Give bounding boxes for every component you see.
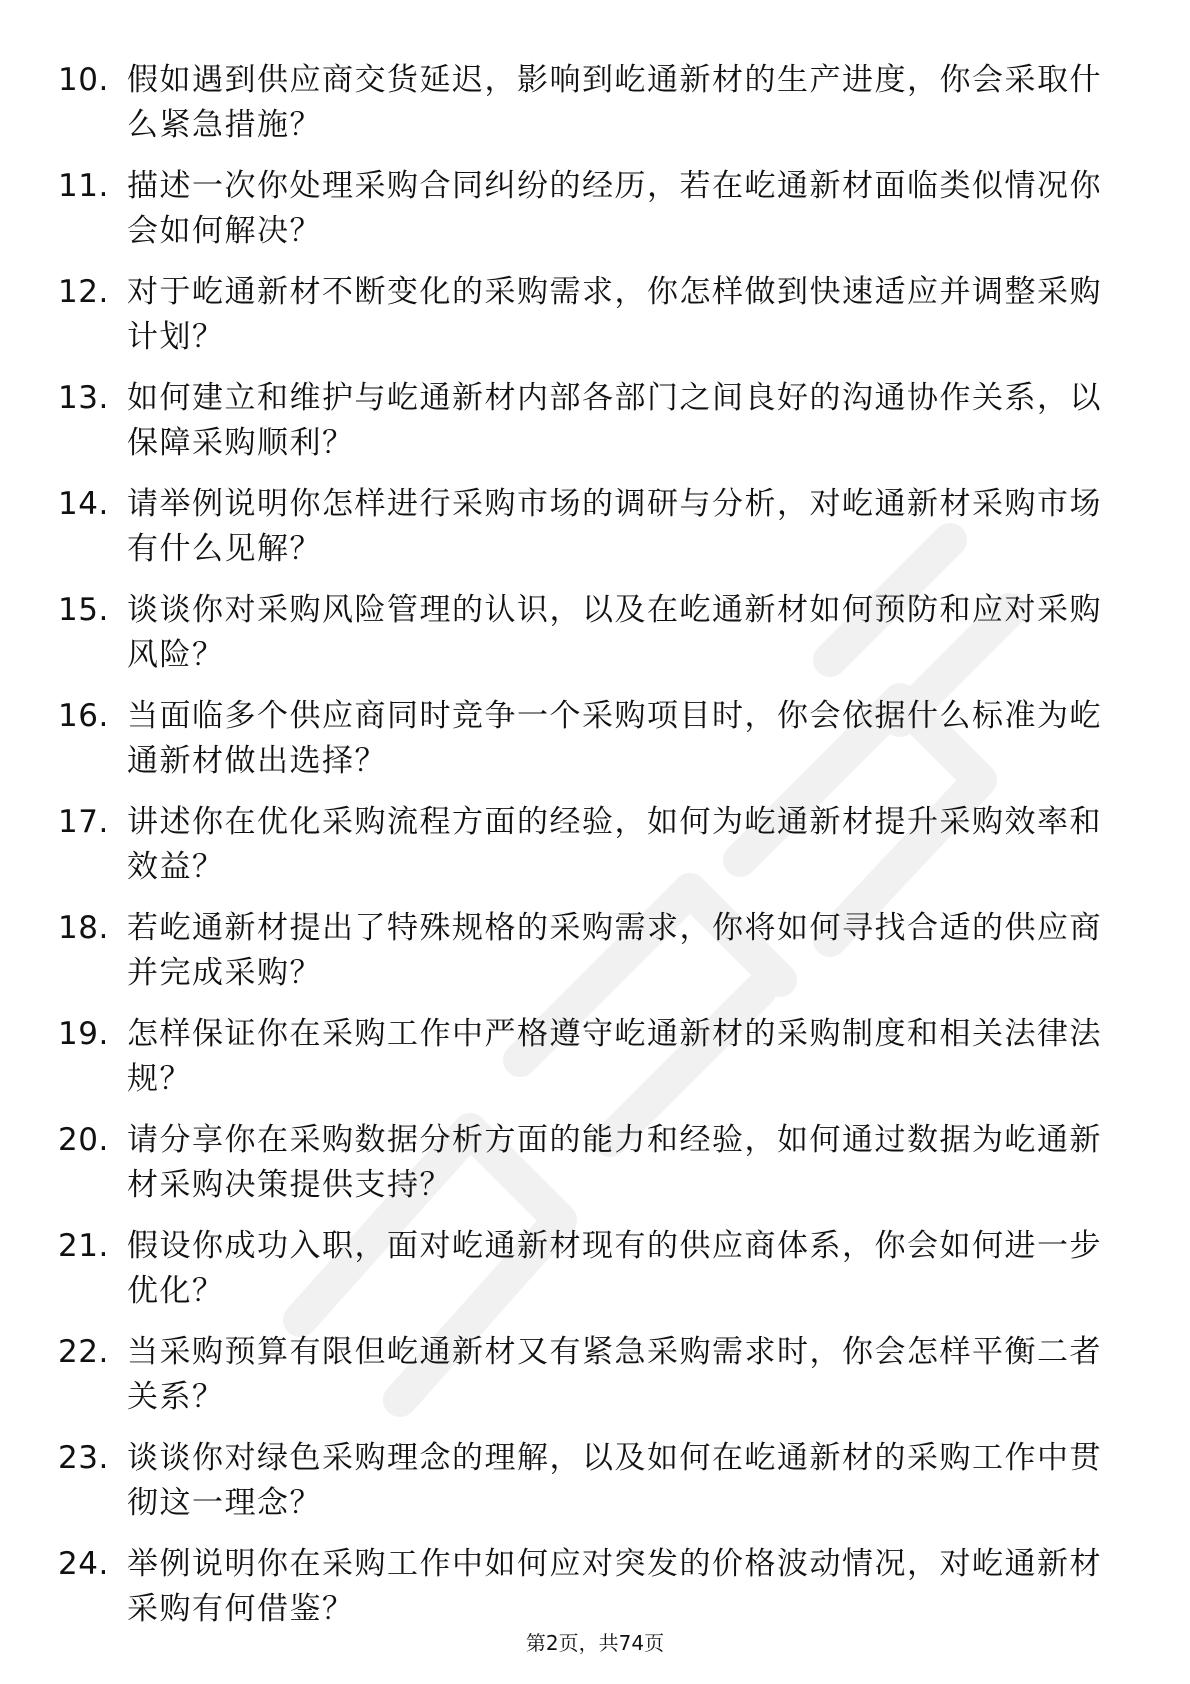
question-text: 讲述你在优化采购流程方面的经验，如何为屹通新材提升采购效率和效益？ xyxy=(127,804,1102,885)
list-item xyxy=(0,270,1190,376)
question-number: 12. xyxy=(58,274,109,310)
list-item xyxy=(0,58,1190,164)
question-number: 23. xyxy=(58,1440,109,1476)
question-number: 21. xyxy=(58,1228,109,1264)
question-text: 假设你成功入职，面对屹通新材现有的供应商体系，你会如何进一步优化？ xyxy=(127,1228,1102,1309)
question-number: 18. xyxy=(58,910,109,946)
question-number: 20. xyxy=(58,1122,109,1158)
page-footer: 第2页，共74页 xyxy=(525,1631,665,1655)
list-item xyxy=(0,164,1190,270)
question-text: 当面临多个供应商同时竞争一个采购项目时，你会依据什么标准为屹通新材做出选择？ xyxy=(127,698,1102,779)
question-text: 若屹通新材提出了特殊规格的采购需求，你将如何寻找合适的供应商并完成采购？ xyxy=(127,910,1102,991)
question-number: 14. xyxy=(58,486,109,522)
question-text: 当采购预算有限但屹通新材又有紧急采购需求时，你会怎样平衡二者关系？ xyxy=(127,1334,1102,1415)
question-number: 11. xyxy=(58,168,109,204)
list-item xyxy=(0,482,1190,588)
question-text: 假如遇到供应商交货延迟，影响到屹通新材的生产进度，你会采取什么紧急措施？ xyxy=(127,62,1102,143)
question-number: 17. xyxy=(58,804,109,840)
question-text: 举例说明你在采购工作中如何应对突发的价格波动情况，对屹通新材采购有何借鉴？ xyxy=(127,1546,1102,1627)
question-text: 对于屹通新材不断变化的采购需求，你怎样做到快速适应并调整采购计划？ xyxy=(127,274,1102,355)
question-text: 请分享你在采购数据分析方面的能力和经验，如何通过数据为屹通新材采购决策提供支持？ xyxy=(127,1122,1102,1203)
question-text: 如何建立和维护与屹通新材内部各部门之间良好的沟通协作关系，以保障采购顺利？ xyxy=(127,380,1102,461)
question-number: 16. xyxy=(58,698,109,734)
list-item xyxy=(0,800,1190,906)
list-item xyxy=(0,1118,1190,1224)
question-number: 10. xyxy=(58,62,109,98)
question-text: 请举例说明你怎样进行采购市场的调研与分析，对屹通新材采购市场有什么见解？ xyxy=(127,486,1102,567)
question-list xyxy=(0,58,1190,1648)
question-number: 22. xyxy=(58,1334,109,1370)
question-number: 19. xyxy=(58,1016,109,1052)
question-text: 描述一次你处理采购合同纠纷的经历，若在屹通新材面临类似情况你会如何解决？ xyxy=(127,168,1102,249)
list-item xyxy=(0,1330,1190,1436)
question-text: 谈谈你对采购风险管理的认识，以及在屹通新材如何预防和应对采购风险？ xyxy=(127,592,1102,673)
question-number: 13. xyxy=(58,380,109,416)
question-number: 15. xyxy=(58,592,109,628)
list-item xyxy=(0,376,1190,482)
list-item xyxy=(0,1012,1190,1118)
list-item xyxy=(0,694,1190,800)
question-number: 24. xyxy=(58,1546,109,1582)
question-text: 怎样保证你在采购工作中严格遵守屹通新材的采购制度和相关法律法规？ xyxy=(127,1016,1102,1097)
list-item xyxy=(0,1224,1190,1330)
question-text: 谈谈你对绿色采购理念的理解，以及如何在屹通新材的采购工作中贯彻这一理念？ xyxy=(127,1440,1102,1521)
list-item xyxy=(0,588,1190,694)
list-item xyxy=(0,1436,1190,1542)
list-item xyxy=(0,906,1190,1012)
